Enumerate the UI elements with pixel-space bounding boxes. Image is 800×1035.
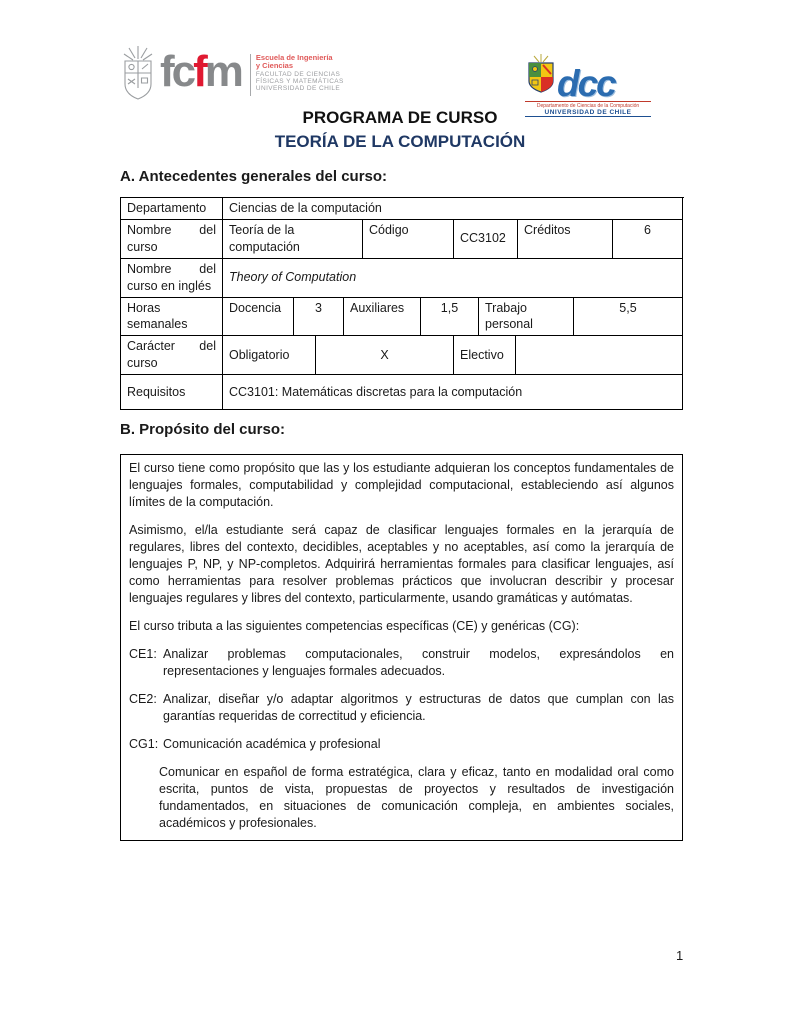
faculty-line: FACULTAD DE CIENCIAS <box>255 70 341 78</box>
horas-label: Horas semanales <box>121 298 223 337</box>
auxiliares-value: 1,5 <box>421 298 479 337</box>
school-line: y Ciencias <box>255 61 294 71</box>
competencia-ce2 <box>129 691 674 725</box>
faculty-line: UNIVERSIDAD DE CHILE <box>255 85 341 93</box>
section-b-heading: B. Propósito del curso: <box>120 421 286 438</box>
competencia-text: Analizar, diseñar y/o adaptar algoritmos y estructuras de datos que cumplan con las garantías requeridas de correctitud y eficiencia. <box>163 692 674 723</box>
electivo-mark <box>516 336 683 375</box>
competencia-label: CE2: <box>129 692 157 706</box>
trabajo-personal-value: 5,5 <box>574 298 683 337</box>
competencia-text: Comunicación académica y profesional <box>163 737 381 751</box>
auxiliares-label: Auxiliares <box>344 298 421 337</box>
faculty-line: FÍSICAS Y MATEMÁTICAS <box>255 78 344 86</box>
table-row <box>121 298 684 337</box>
fcfm-logo <box>118 44 344 107</box>
creditos-label: Créditos <box>518 220 613 259</box>
purpose-paragraph-1: El curso tiene como propósito que las y los estudiante adquieran los conceptos fundamentales de lenguajes formales, computabilidad y complejidad computacional, estableciendo así algunos límites de la computación. <box>129 461 674 509</box>
section-a-heading: A. Antecedentes generales del curso: <box>120 168 388 185</box>
departamento-value: Ciencias de la computación <box>223 198 683 220</box>
dcc-university-line: UNIVERSIDAD DE CHILE <box>525 109 651 117</box>
competencia-label: CG1: <box>129 737 159 751</box>
competencia-label: CE1: <box>129 647 157 661</box>
competencia-ce1 <box>129 646 674 680</box>
table-row <box>121 336 684 375</box>
table-row <box>121 259 684 298</box>
logo-divider <box>250 54 251 96</box>
requisitos-label: Requisitos <box>121 375 223 410</box>
purpose-paragraph-3: El curso tributa a las siguientes competencias específicas (CE) y genéricas (CG): <box>129 619 580 633</box>
course-title: TEORÍA DE LA COMPUTACIÓN <box>274 132 526 151</box>
university-crest-icon <box>118 46 158 107</box>
table-row <box>121 198 684 220</box>
docencia-label: Docencia <box>223 298 294 337</box>
nombre-ingles-label: Nombre del curso en inglés <box>121 259 223 298</box>
codigo-label: Código <box>363 220 454 259</box>
requisitos-value: CC3101: Matemáticas discretas para la computación <box>223 375 683 410</box>
competencia-cg1 <box>129 736 674 753</box>
creditos-value: 6 <box>613 220 683 259</box>
departamento-label: Departamento <box>121 198 223 220</box>
table-row <box>121 375 684 410</box>
electivo-label: Electivo <box>454 336 516 375</box>
dcc-department-line: Departamento de Ciencias de la Computación <box>525 101 651 109</box>
trabajo-personal-label: Trabajo personal <box>479 298 574 337</box>
course-info-table <box>120 197 684 410</box>
course-purpose-box <box>120 454 683 841</box>
caracter-label: Carácter del curso <box>121 336 223 375</box>
school-line: Escuela de Ingeniería <box>255 53 333 62</box>
fcfm-logo-text <box>256 54 344 93</box>
competencia-text: Analizar problemas computacionales, construir modelos, expresándolos en representaciones y lenguajes formales adecuados. <box>163 647 674 678</box>
cg1-detail-paragraph: Comunicar en español de forma estratégica, clara y eficaz, tanto en modalidad oral como escrita, puntos de vista, propuestas de proyectos y resultados de investigación fundamentados, en situaciones de comunicación compleja, en ambientes sociales, académicos y profesionales. <box>159 765 674 830</box>
docencia-value: 3 <box>294 298 344 337</box>
codigo-value: CC3102 <box>454 220 518 259</box>
fcfm-wordmark: fcfm <box>160 47 241 96</box>
nombre-ingles-value: Theory of Computation <box>223 259 683 298</box>
dcc-wordmark: dcc <box>557 63 615 104</box>
page-number: 1 <box>676 948 684 963</box>
obligatorio-mark: X <box>316 336 454 375</box>
nombre-curso-value: Teoría de la computación <box>223 220 363 259</box>
table-row <box>121 220 684 259</box>
dcc-crest-icon <box>525 54 557 99</box>
nombre-curso-label: Nombre del curso <box>121 220 223 259</box>
document-title: PROGRAMA DE CURSO <box>302 108 498 127</box>
obligatorio-label: Obligatorio <box>223 336 316 375</box>
purpose-paragraph-2: Asimismo, el/la estudiante será capaz de clasificar lenguajes formales en la jerarquía de regulares, libres del contexto, decidibles, aceptables y no aceptables, así como la jerarquía de lenguajes P, NP, y NP-completos. Adquirirá herramientas formales para clasificar lenguajes, así como herramientas para resolver problemas prácticos que involucran describir y procesar lenguajes regulares y libres del contexto, particularmente, usando gramáticas y autómatas. <box>129 523 674 605</box>
